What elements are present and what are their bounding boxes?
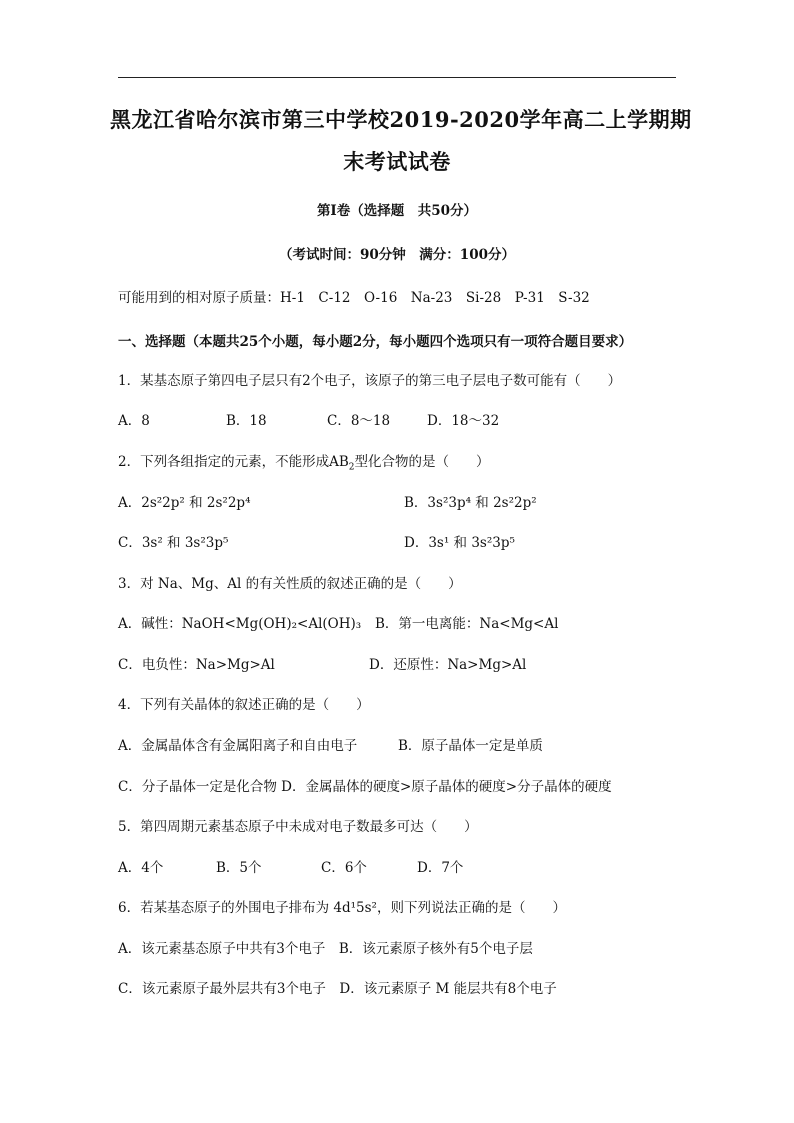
- question-5-option-d: D．7个: [417, 860, 464, 876]
- question-3-option-b: B．第一电离能：Na<Mg<Al: [375, 616, 559, 632]
- question-5-option-b: B．5个: [216, 860, 262, 876]
- document-title-line1: 黑龙江省哈尔滨市第三中学校2019-2020学年高二上学期期: [110, 107, 692, 132]
- question-4-option-a: A．金属晶体含有金属阳离子和自由电子: [118, 738, 358, 754]
- question-5-option-a: A．4个: [118, 860, 164, 876]
- question-2-stem: [118, 453, 490, 471]
- section-heading: 一、选择题（本题共25个小题，每小题2分，每小题四个选项只有一项符合题目要求）: [118, 334, 633, 350]
- atomic-masses: 可能用到的相对原子质量：H-1 C-12 O-16 Na-23 Si-28 P-31 S-32: [118, 290, 590, 306]
- volume-heading: 第Ⅰ卷（选择题 共50分）: [316, 203, 478, 219]
- exam-info: （考试时间：90分钟 满分：100分）: [279, 247, 515, 263]
- question-4-stem: 4．下列有关晶体的叙述正确的是（ ）: [118, 697, 370, 713]
- question-3-option-a: A．碱性：NaOH<Mg(OH)₂<Al(OH)₃: [118, 616, 362, 632]
- question-5-stem: 5．第四周期元素基态原子中未成对电子数最多可达（ ）: [118, 819, 478, 835]
- question-6-options-a-b: A．该元素基态原子中共有3个电子 B．该元素原子核外有5个电子层: [118, 941, 533, 957]
- question-2-option-c: C．3s² 和 3s²3p⁵: [118, 535, 229, 551]
- question-3-option-d: D．还原性：Na>Mg>Al: [369, 657, 527, 673]
- question-1-stem: 1．某基态原子第四电子层只有2个电子，该原子的第三电子层电子数可能有（ ）: [118, 373, 622, 389]
- question-3-stem: 3．对 Na、Mg、Al 的有关性质的叙述正确的是（ ）: [118, 576, 462, 592]
- question-2-option-b: B．3s²3p⁴ 和 2s²2p²: [404, 495, 537, 511]
- question-1-option-a: A．8: [118, 413, 150, 429]
- question-2-option-d: D．3s¹ 和 3s²3p⁵: [404, 535, 515, 551]
- question-4-option-b: B．原子晶体一定是单质: [398, 738, 543, 754]
- question-3-option-c: C．电负性：Na>Mg>Al: [118, 657, 275, 673]
- question-2-stem-post: 型化合物的是（ ）: [354, 454, 490, 470]
- question-1-option-c: C．8～18: [327, 413, 391, 429]
- question-2-stem-pre: 2．下列各组指定的元素，不能形成AB: [118, 454, 349, 470]
- question-1-option-b: B．18: [226, 413, 267, 429]
- question-2-option-a: A．2s²2p² 和 2s²2p⁴: [118, 495, 251, 511]
- question-2-stem-subscript: 2: [348, 462, 355, 473]
- question-1-option-d: D．18～32: [427, 413, 500, 429]
- question-6-options-c-d: C．该元素原子最外层共有3个电子 D．该元素原子 M 能层共有8个电子: [118, 981, 557, 997]
- header-rule: [118, 77, 676, 78]
- question-4-options-c-d: C．分子晶体一定是化合物 D．金属晶体的硬度>原子晶体的硬度>分子晶体的硬度: [118, 779, 612, 795]
- document-title-line2: 末考试试卷: [343, 149, 451, 174]
- question-5-option-c: C．6个: [321, 860, 367, 876]
- question-6-stem: 6．若某基态原子的外围电子排布为 4d¹5s²，则下列说法正确的是（ ）: [118, 900, 566, 916]
